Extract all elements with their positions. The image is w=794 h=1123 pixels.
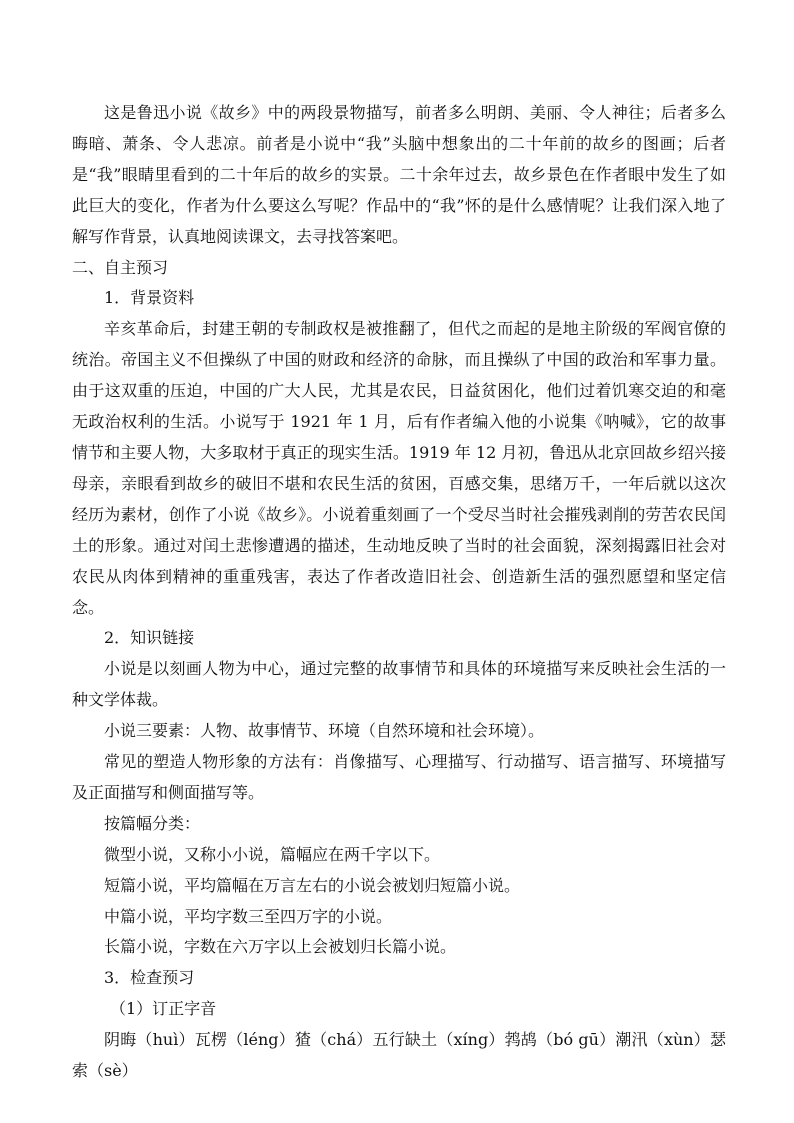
knowledge-paragraph-1: 小说是以刻画人物为中心，通过完整的故事情节和具体的环境描写来反映社会生活的一种文学体裁。: [72, 659, 726, 710]
document-page: [72, 98, 726, 1087]
knowledge-paragraph-2: 小说三要素：人物、故事情节、环境（自然环境和社会环境）。: [104, 721, 545, 741]
background-heading: 1．背景资料: [104, 288, 195, 308]
knowledge-paragraph-8: 长篇小说，字数在六万字以上会被划归长篇小说。: [104, 937, 457, 957]
knowledge-paragraph-7: 中篇小说，平均字数三至四万字的小说。: [104, 906, 393, 926]
pronunciation-list: 阴晦（huì）瓦楞（léng）猹（chá）五行缺土（xíng）鹁鸪（bó gū）潮汛（xùn）瑟索（sè）: [72, 1030, 726, 1081]
knowledge-paragraph-6: 短篇小说，平均篇幅在万言左右的小说会被划归短篇小说。: [104, 875, 521, 895]
intro-paragraph: 这是鲁迅小说《故乡》中的两段景物描写，前者多么明朗、美丽、令人神往；后者多么晦暗、萧条、令人悲凉。前者是小说中“我”头脑中想象出的二十年前的故乡的图画；后者是“我”眼睛里看到的二十年后的故乡的实景。二十余年过去，故乡景色在作者眼中发生了如此巨大的变化，作者为什么要这么写呢？作品中的“我”怀的是什么感情呢？让我们深入地了解写作背景，认真地阅读课文，去寻找答案吧。: [72, 103, 726, 246]
knowledge-paragraph-5: 微型小说，又称小小说，篇幅应在两千字以下。: [104, 844, 441, 864]
knowledge-paragraph-4: 按篇幅分类：: [104, 813, 201, 833]
section-title: 二、自主预习: [72, 257, 169, 277]
background-paragraph: 辛亥革命后，封建王朝的专制政权是被推翻了，但代之而起的是地主阶级的军阀官僚的统治。帝国主义不但操纵了中国的财政和经济的命脉，而且操纵了中国的政治和军事力量。由于这双重的压迫，中国的广大人民，尤其是农民，日益贫困化，他们过着饥寒交迫的和毫无政治权利的生活。小说写于 1921 年 1 月，后有作者编入他的小说集《呐喊》，它的故事情节和主要人物，大多取材于真正的现实生活。1919 年 12 月初，鲁迅从北京回故乡绍兴接母亲，亲眼看到故乡的破旧不堪和农民生活的贫困，百感交集，思绪万千，一年后就以这次经历为素材，创作了小说《故乡》。小说着重刻画了一个受尽当时社会摧残剥削的劳苦农民闰土的形象。通过对闰土悲惨遭遇的描述，生动地反映了当时的社会面貌，深刻揭露旧社会对农民从肉体到精神的重重残害，表达了作者改造旧社会、创造新生活的强烈愿望和坚定信念。: [72, 319, 726, 617]
knowledge-paragraph-3: 常见的塑造人物形象的方法有：肖像描写、心理描写、行动描写、语言描写、环境描写及正面描写和侧面描写等。: [72, 752, 726, 802]
check-sub-heading: （1）订正字音: [110, 999, 217, 1019]
knowledge-heading: 2．知识链接: [104, 628, 195, 648]
check-heading: 3．检查预习: [104, 968, 195, 988]
